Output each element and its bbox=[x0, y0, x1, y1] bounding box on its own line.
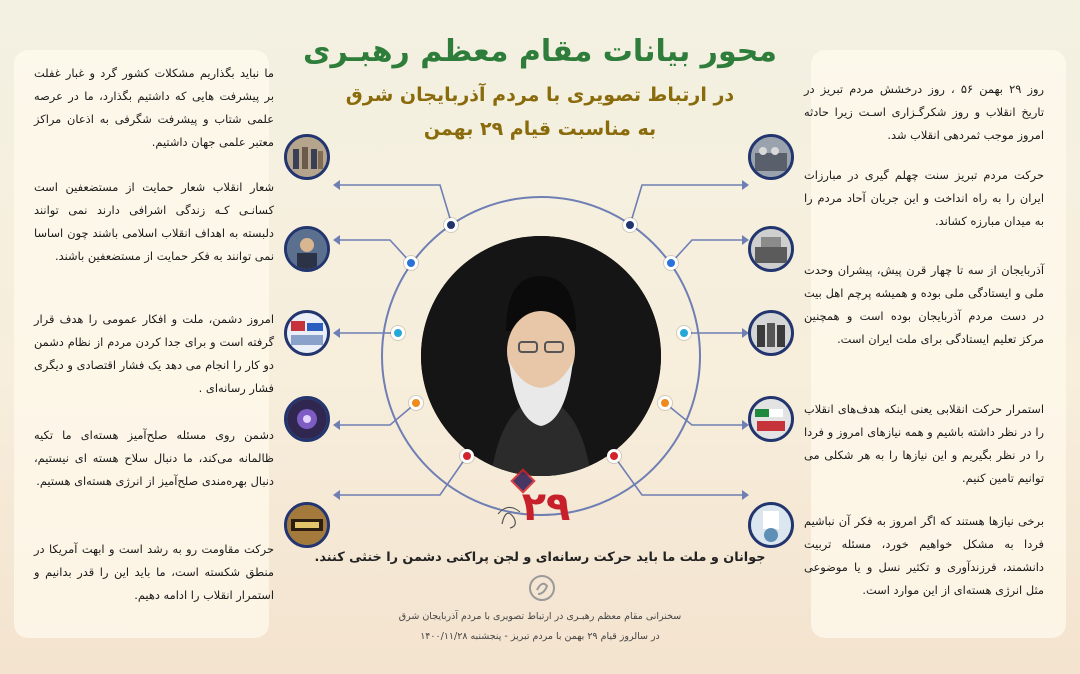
right-thumb-1-icon bbox=[748, 134, 794, 180]
subtitle-line-2: به مناسبت قیام ۲۹ بهمن bbox=[423, 118, 657, 140]
left-thumb-1-icon bbox=[284, 134, 330, 180]
right-paragraph-5: برخی نیازها هستند که اگر امروز به فکر آن نباشیم فردا به مشکل خواهیم خورد، مسئله تربیت دانشمند، فرزندآوری و تکثیر نسل و یا موضوعی مثل انرژی هسته‌ای از این موارد است. bbox=[804, 514, 1044, 597]
subtitle-line-1: در ارتباط تصویری با مردم آذربایجان شرق bbox=[345, 84, 735, 106]
29-bahman-logo bbox=[494, 466, 584, 538]
right-thumb-5-icon bbox=[748, 502, 794, 548]
timeline-dot-red-right bbox=[607, 449, 621, 463]
khamenei-site-logo-icon bbox=[528, 574, 556, 602]
right-thumb-3-icon bbox=[748, 310, 794, 356]
right-paragraph-1: روز ۲۹ بهمن ۵۶ ، روز درخشش مردم تبریز در تاریخ انقلاب و روز شکرگـزاری اسـت زیرا حادثه امروز موجب ثمردهی انقلاب شد. bbox=[804, 82, 1045, 142]
left-paragraph-5: حرکت مقاومت رو به رشد است و ابهت آمریکا در منطق شکسته است، ما باید این را قدر بدانیم و استمرار انقلاب را ادامه دهیم. bbox=[34, 542, 274, 602]
timeline-dot-blue-left bbox=[404, 256, 418, 270]
left-paragraph-4: دشمن روی مسئله صلح‌آمیز هسته‌ای ما تکیه ظالمانه می‌کند، ما دنبال سلاح هسته ای نیستیم، دنبال بهره‌مندی صلح‌آمیز از انرژی هسته‌ای هستیم. bbox=[34, 428, 274, 488]
right-paragraph-3: آذربایجان از سه تا چهار قرن پیش، پیشران وحدت ملی و ایستادگی ملی بوده و همیشه پرچم اهل بیت در دست مردم آذربایجان بوده است و همچنین مرکز تعلیم ایستادگی برای ملت ایران است. bbox=[804, 263, 1044, 346]
logo-number: ۲۹ bbox=[521, 484, 571, 530]
timeline-dot-navy-right bbox=[623, 218, 637, 232]
timeline-dot-red-left bbox=[460, 449, 474, 463]
left-thumb-2-icon bbox=[284, 226, 330, 272]
right-paragraph-4: استمرار حرکت انقلابی یعنی اینکه هدف‌های انقلاب را در نظر داشته باشیم و همه نیازهای امروز و فردا را در نظر بگیریم و این نیازها را به هر شکلی می توانیم تامین کنیم. bbox=[804, 402, 1044, 485]
left-thumb-5-icon bbox=[284, 502, 330, 548]
right-thumb-2-icon bbox=[748, 226, 794, 272]
left-thumb-3-icon bbox=[284, 310, 330, 356]
timeline-dot-cyan-right bbox=[677, 326, 691, 340]
right-thumb-4-icon bbox=[748, 396, 794, 442]
left-thumb-4-icon bbox=[284, 396, 330, 442]
quote-text: جوانان و ملت ما باید حرکت رسانه‌ای و لجن پراکنی دشمن را خنثی کنند. bbox=[314, 550, 766, 565]
left-paragraph-3: امروز دشمن، ملت و افکار عمومی را هدف قرار گرفته است و برای جدا کردن مردم از نظام دشمن دو کار را انجام می دهد یک فشار اقتصادی و دیگری فشار رسانه‌ای . bbox=[34, 312, 274, 395]
page-title: محور بیانات مقام معظم رهبـری bbox=[303, 34, 777, 69]
right-paragraph-2: حرکت مردم تبریز سنت چهلم گیری در مبارزات ایران را به راه انداخت و این جریان آحاد مردم را به میدان مبارزه کشاند. bbox=[804, 168, 1044, 228]
timeline-dot-orange-left bbox=[409, 396, 423, 410]
left-paragraph-2: شعار انقلاب شعار حمایت از مستضعفین است کسانـی کـه زندگی اشرافی دارند نمی توانند دلبسته به اهداف انقلاب اسلامی باشند چون اساسا نمی توانند به فکر حمایت از مستضعفین باشند. bbox=[34, 180, 274, 263]
timeline-dot-orange-right bbox=[658, 396, 672, 410]
timeline-dot-cyan-left bbox=[391, 326, 405, 340]
left-paragraph-1: ما نباید بگذاریم مشکلات کشور گرد و غبار غفلت بر پیشرفت هایی که داشتیم بگذارد، ما در عرصه علمی شتاب و پیشرفت شگرفی به اذعان مراکز معتبر علمی جهان داشتیم. bbox=[34, 66, 274, 149]
source-line-1: سخنرانی مقام معظم رهبـری در ارتباط تصویری با مردم آذربایجان شرق bbox=[398, 611, 682, 622]
leader-portrait bbox=[421, 236, 661, 476]
source-line-2: در سالروز قیام ۲۹ بهمن با مردم تبریز - پنجشنبه ۱۴۰۰/۱۱/۲۸ bbox=[420, 631, 660, 642]
timeline-dot-navy-left bbox=[444, 218, 458, 232]
timeline-dot-blue-right bbox=[664, 256, 678, 270]
